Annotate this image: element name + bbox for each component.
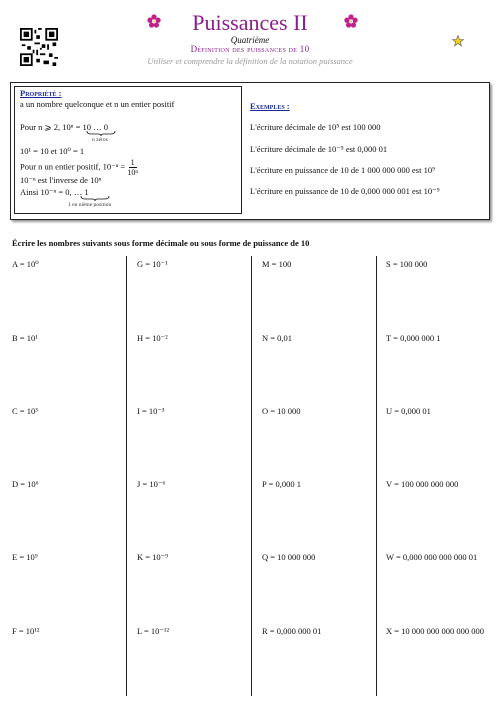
- fraction: [127, 158, 138, 177]
- exercise-item-f: F = 10¹²: [12, 626, 40, 636]
- level-label: Quatrième: [230, 35, 270, 45]
- exercise-instruction: [12, 238, 309, 248]
- propriete-line4: 10⁻ⁿ est l'inverse de 10ⁿ: [20, 175, 102, 185]
- exercise-item-p: P = 0,000 1: [262, 479, 301, 489]
- column-divider: [251, 256, 252, 696]
- exercise-item-a: A = 10⁰: [12, 259, 39, 269]
- exercise-item-q: Q = 10 000 000: [262, 552, 316, 562]
- exercise-item-v: V = 100 000 000 000: [386, 479, 459, 489]
- exercise-item-b: B = 10¹: [12, 333, 38, 343]
- exercise-item-l: L = 10⁻¹²: [137, 626, 170, 636]
- propriete-line3-prefix: Pour n un entier positif, 10⁻ⁿ =: [20, 161, 126, 172]
- exercise-item-t: T = 0,000 000 1: [386, 333, 441, 343]
- exemple-item: L'écriture décimale de 10⁵ est 100 000: [250, 122, 381, 132]
- exercise-item-c: C = 10³: [12, 406, 38, 416]
- brace-icon: [80, 196, 110, 201]
- exercise-item-s: S = 100 000: [386, 259, 428, 269]
- exemple-item: L'écriture en puissance de 10 de 1 000 000 000 est 10⁹: [250, 165, 436, 175]
- exercise-item-w: W = 0,000 000 000 000 01: [386, 552, 478, 562]
- propriete-intro: a un nombre quelconque et n un entier positif: [20, 99, 175, 109]
- subtitle: Définition des puissances de 10: [190, 44, 310, 54]
- exercise-item-u: U = 0,000 01: [386, 406, 431, 416]
- exercise-item-h: H = 10⁻²: [137, 333, 168, 343]
- propriete-line5-brace: 1 en nième position: [68, 202, 112, 208]
- exercise-item-o: O = 10 000: [262, 406, 301, 416]
- exercise-item-m: M = 100: [262, 259, 292, 269]
- exemples-label: Exemples :: [250, 101, 290, 111]
- propriete-line1: Pour n ⩾ 2, 10ⁿ = 10 … 0: [20, 122, 109, 132]
- column-divider: [376, 256, 377, 696]
- exercise-instruction-text: Écrire les nombres suivants sous forme décimale ou sous forme de puissance de 10: [12, 238, 310, 248]
- propriete-line1-brace: n zéros: [92, 137, 108, 143]
- propriete-line5: Ainsi 10⁻ⁿ = 0, … 1: [20, 187, 89, 197]
- exercise-item-j: J = 10⁻⁶: [137, 479, 166, 489]
- fraction-denominator: 10ⁿ: [127, 168, 138, 177]
- exemple-item: L'écriture décimale de 10⁻⁵ est 0,000 01: [250, 144, 388, 154]
- exercise-item-g: G = 10⁻¹: [137, 259, 168, 269]
- exercise-item-x: X = 10 000 000 000 000 000: [386, 626, 485, 636]
- exercise-item-k: K = 10⁻⁹: [137, 552, 169, 562]
- page-title: Puissances II: [192, 10, 308, 35]
- star-icon: [452, 35, 464, 47]
- exemple-item: L'écriture en puissance de 10 de 0,000 000 001 est 10⁻⁹: [250, 186, 440, 196]
- propriete-label: Propriété :: [20, 88, 62, 98]
- column-divider: [126, 256, 127, 696]
- propriete-line2: 10¹ = 10 et 10⁰ = 1: [20, 146, 85, 156]
- brace-icon: [86, 131, 116, 136]
- exercise-item-e: E = 10⁹: [12, 552, 38, 562]
- fraction-numerator: 1: [130, 158, 135, 167]
- exercise-item-i: I = 10⁻³: [137, 406, 165, 416]
- exercise-item-n: N = 0,01: [262, 333, 293, 343]
- objective: Utiliser et comprendre la définition de la notation puissance: [147, 56, 353, 66]
- exercise-item-d: D = 10⁶: [12, 479, 39, 489]
- exercise-item-r: R = 0,000 000 01: [262, 626, 322, 636]
